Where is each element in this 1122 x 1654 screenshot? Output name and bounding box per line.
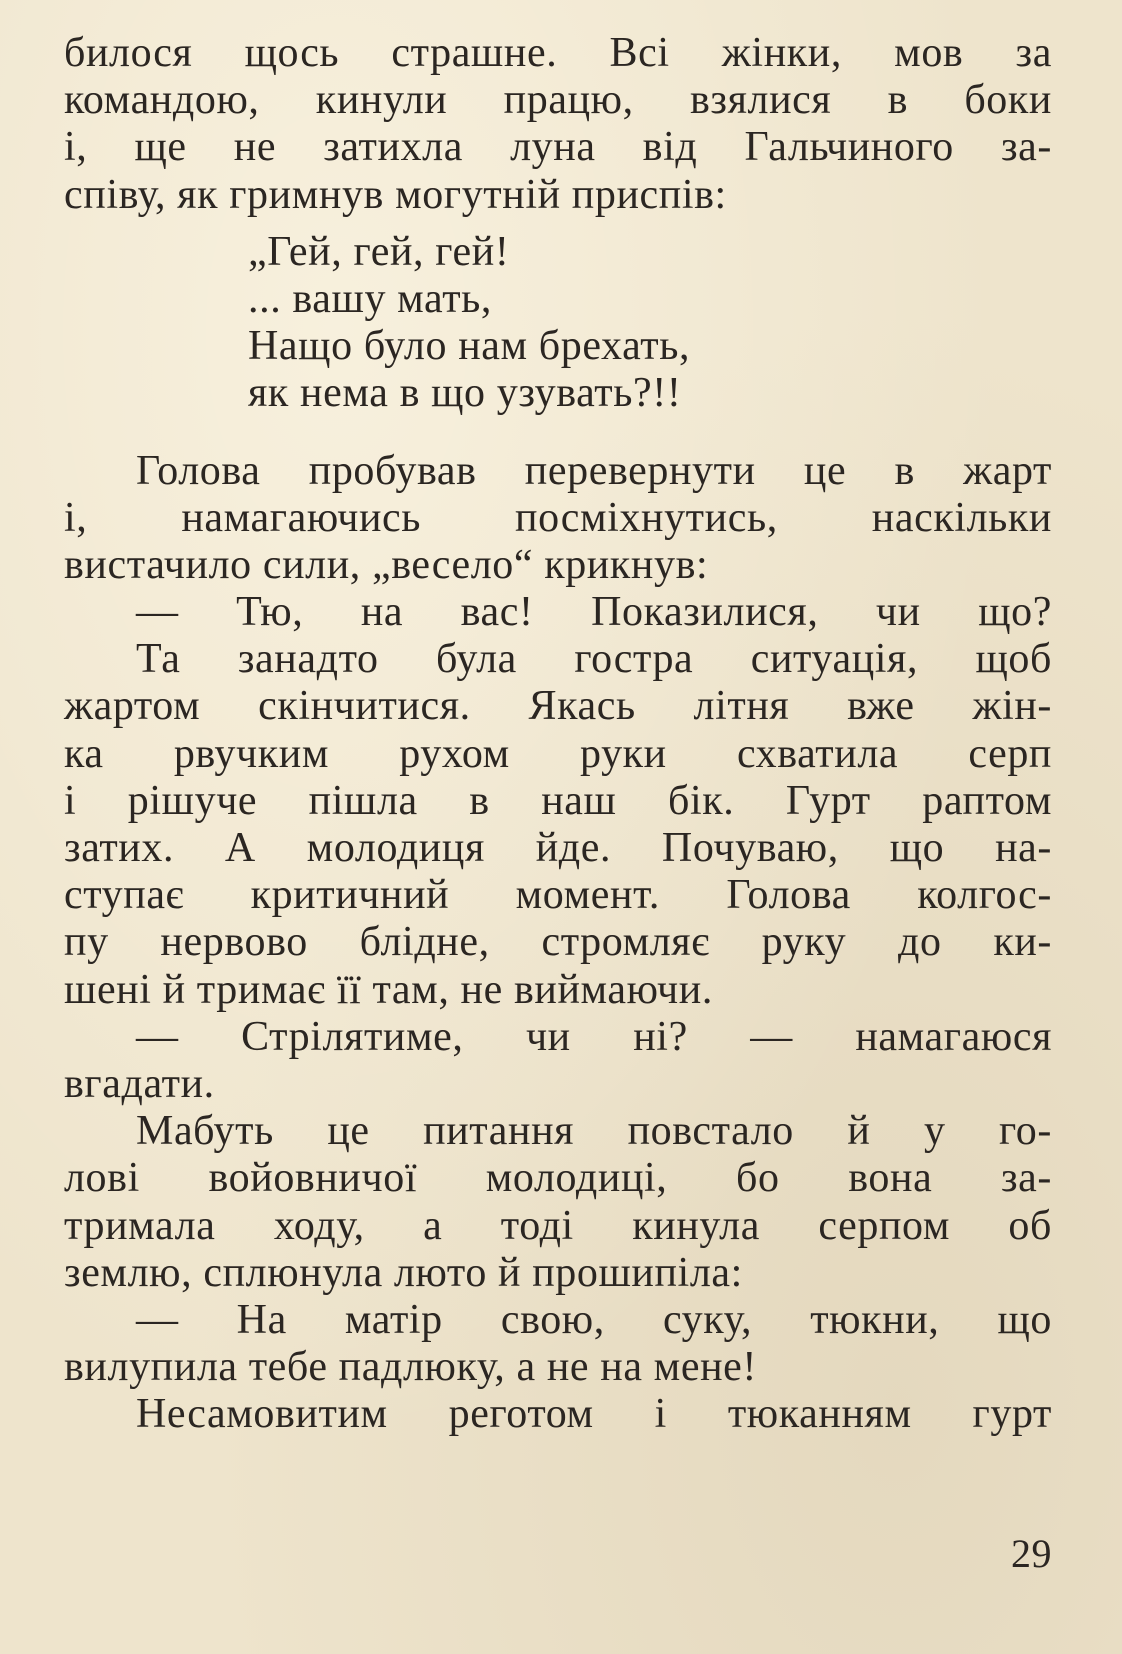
spacer — [64, 219, 1052, 229]
text-line: землю, сплюнула люто й прошипіла: — [64, 1249, 743, 1296]
text-line: Несамовитим реготом і тюканням гурт — [136, 1391, 1052, 1438]
text-line: лові войовничої молодиці, бо вона за- — [64, 1155, 1052, 1202]
text-line: шені й тримає її там, не виймаючи. — [64, 966, 713, 1013]
text-line: Голова пробував перевернути це в жарт — [136, 447, 1052, 494]
text-line: билося щось страшне. Всі жінки, мов за — [64, 30, 1052, 76]
page-text — [64, 30, 1052, 1438]
verse-line: „Гей, гей, гей! — [248, 228, 510, 275]
text-line: ступає критичний момент. Голова колгос- — [64, 872, 1052, 919]
verse-line: Нащо було нам брехать, — [248, 323, 691, 370]
text-line: затих. А молодиця йде. Почуваю, що на- — [64, 825, 1052, 871]
text-line: співу, як гримнув могутній приспів: — [64, 171, 727, 218]
text-line: вистачило сили, „весело“ крикнув: — [64, 541, 709, 588]
text-line: Мабуть це питання повстало й у го- — [136, 1108, 1052, 1155]
text-line: — Стрілятиме, чи ні? — намагаюся — [136, 1013, 1052, 1060]
text-line: — На матір свою, суку, тюкни, що — [136, 1296, 1052, 1343]
page-number: 29 — [1011, 1531, 1052, 1576]
text-line: і, намагаючись посміхнутись, наскільки — [64, 494, 1052, 541]
text-line: і рішуче пішла в наш бік. Гурт раптом — [64, 777, 1052, 824]
text-line: вилупила тебе падлюку, а не на мене! — [64, 1344, 758, 1391]
text-line: ка рвучким рухом руки схватила серп — [64, 730, 1052, 777]
text-line: тримала ходу, а тоді кинула серпом об — [64, 1202, 1052, 1249]
verse-line: ... вашу мать, — [248, 275, 493, 322]
verse-line: як нема в що узувать?!! — [248, 370, 682, 417]
text-line: Та занадто була гостра ситуація, щоб — [136, 636, 1052, 683]
text-line: командою, кинули працю, взялися в боки — [64, 77, 1052, 124]
text-line: жартом скінчитися. Якась літня вже жін- — [64, 683, 1052, 730]
text-line: вгадати. — [64, 1060, 215, 1107]
text-line: пу нервово блідне, стромляє руку до ки- — [64, 919, 1052, 966]
spacer — [64, 418, 1052, 448]
text-line: і, ще не затихла луна від Гальчиного за- — [64, 124, 1052, 171]
text-line: — Тю, на вас! Показилися, чи що? — [136, 589, 1052, 636]
